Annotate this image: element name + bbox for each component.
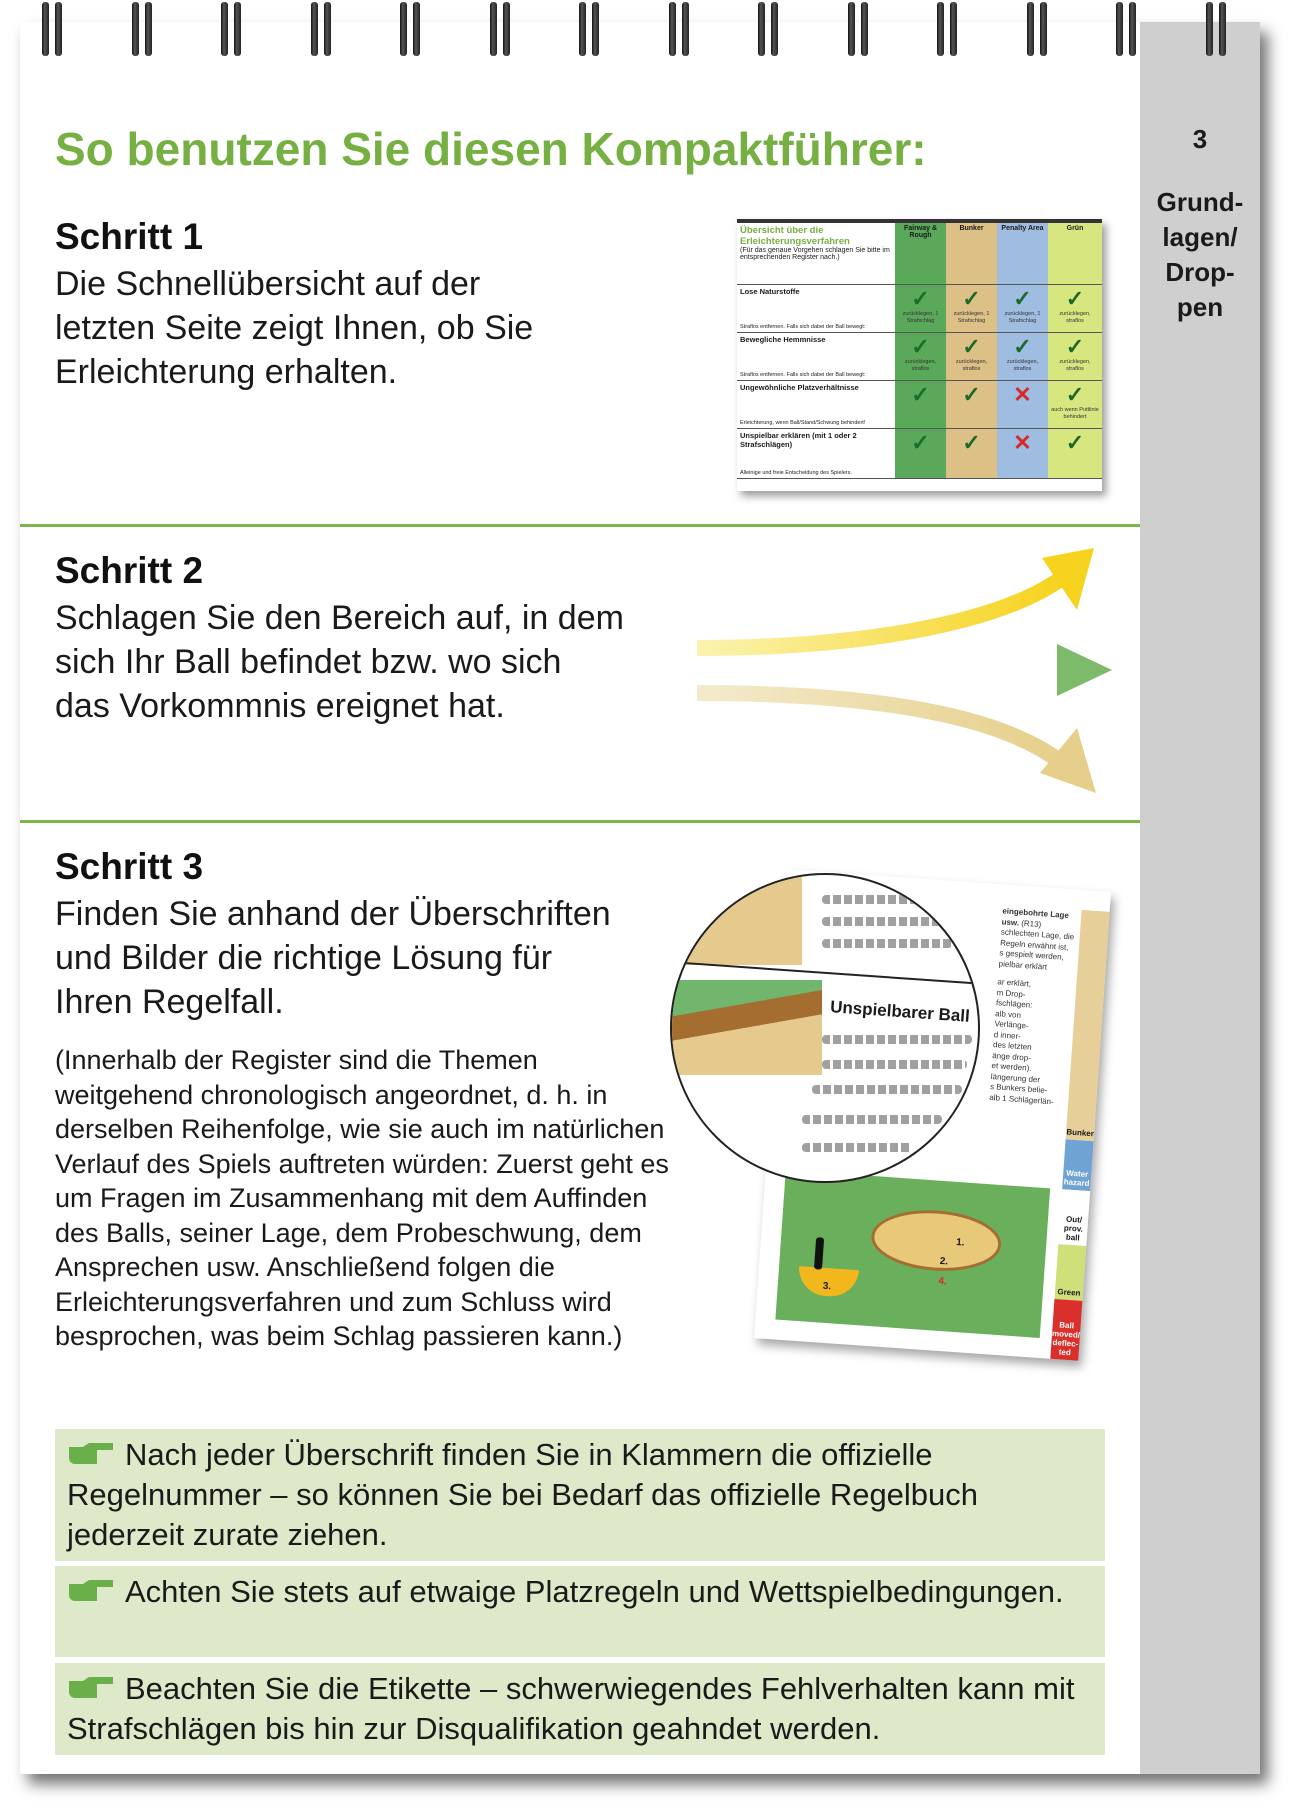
cross-icon: ✕ — [1013, 430, 1032, 455]
check-icon: ✓ — [962, 334, 981, 359]
placeholder-text — [802, 1143, 912, 1152]
spiral-ring — [1206, 2, 1234, 58]
check-icon: ✓ — [1065, 334, 1085, 359]
divider — [20, 524, 1140, 527]
table-title-cell — [737, 223, 895, 285]
table-cell — [997, 333, 1048, 381]
check-icon: ✓ — [1013, 286, 1032, 311]
table-cell — [946, 285, 997, 333]
step-2-heading: Schritt 2 — [55, 550, 204, 591]
magnifier-circle — [670, 873, 980, 1183]
arrow-straight-head — [1057, 644, 1112, 696]
step-3-text — [55, 892, 611, 1024]
page-title: So benutzen Sie diesen Kompaktführer: — [55, 123, 927, 175]
cell-note: zurücklegen, 1 Strafschlag — [902, 311, 939, 324]
table-cell — [997, 285, 1048, 333]
text-line: sich Ihr Ball befindet bzw. wo sich — [55, 643, 562, 681]
placeholder-text — [822, 1035, 972, 1044]
spiral-ring — [311, 2, 339, 58]
cell-note: auch wenn Puttlinie behindert — [1051, 407, 1099, 420]
column-header-label: Penalty Area — [1001, 225, 1044, 232]
fragment: Verlänge- — [994, 1019, 1030, 1031]
sample-heading: Unspielbarer Ball — [829, 997, 971, 1026]
table-cell — [1048, 285, 1102, 333]
text-line: das Vorkommnis ereignet hat. — [55, 687, 505, 725]
row-label: Ungewöhnliche Platzverhältnisse — [740, 383, 859, 392]
note-etiquette — [55, 1663, 1105, 1755]
cell-note: zurücklegen, straflos — [955, 359, 988, 372]
cell-note: zurücklegen, straflos — [1059, 311, 1091, 324]
diagram-label: 2. — [939, 1255, 949, 1268]
diagram-label: 4. — [938, 1275, 948, 1288]
row-caption: Straflos entfernen. Falls sich dabei der Ball bewegt: — [740, 324, 866, 330]
spiral-ring — [669, 2, 697, 58]
spiral-ring — [221, 2, 249, 58]
spiral-ring — [42, 2, 70, 58]
table-cell — [946, 429, 997, 479]
table-cell — [895, 333, 946, 381]
row-caption: Straflos entfernen. Falls sich dabei der Ball bewegt: — [740, 372, 866, 378]
note-text: Achten Sie stets auf etwaige Platzregeln und Wettspielbedingungen. — [125, 1574, 1064, 1609]
row-label: Unspielbar erklären (mit 1 oder 2 Strafschlägen) — [740, 431, 857, 449]
table-row-label — [737, 333, 895, 381]
check-icon: ✓ — [911, 430, 930, 455]
text-line: letzten Seite zeigt Ihnen, ob Sie — [55, 309, 534, 347]
cell-note: zurücklegen, straflos — [1059, 359, 1091, 372]
fragment: d inner- — [993, 1029, 1022, 1041]
column-header — [1048, 223, 1102, 285]
arrow-down — [697, 693, 1062, 763]
row-caption: Alleinige und freie Entscheidung des Spielers. — [740, 470, 852, 476]
spiral-ring — [758, 2, 786, 58]
step-2-text — [55, 596, 624, 728]
check-icon: ✓ — [1065, 430, 1085, 455]
table-cell — [1048, 381, 1102, 429]
bunker-lip-illustration — [672, 980, 822, 1075]
note-text: Nach jeder Überschrift finden Sie in Klammern die offizielle Regelnummer – so können Sie bei Bedarf das offizielle Regelbuch jederzeit zurate ziehen. — [67, 1437, 979, 1552]
text-line: Erleichterung erhalten. — [55, 353, 398, 391]
pointing-hand-icon — [67, 1441, 115, 1467]
placeholder-text — [822, 895, 962, 904]
text-line: Die Schnellübersicht auf der — [55, 265, 481, 303]
fragment: des letzten — [992, 1040, 1032, 1052]
sample-fragments — [989, 906, 1081, 1108]
placeholder-text — [812, 1085, 962, 1094]
row-label: Bewegliche Hemmnisse — [740, 335, 826, 344]
cell-note: zurücklegen, 1 Strafschlag — [1004, 311, 1041, 324]
note-local-rules — [55, 1566, 1105, 1657]
placeholder-text — [822, 917, 962, 926]
row-caption: Erleichterung, wenn Ball/Stand/Schwung behindert! — [740, 420, 866, 426]
cross-icon: ✕ — [1013, 382, 1032, 407]
check-icon: ✓ — [911, 382, 930, 407]
divider — [20, 820, 1140, 823]
spiral-ring — [579, 2, 607, 58]
sample-upper-heading: eingebohrte Lage usw. — [1001, 906, 1070, 928]
spiral-ring — [937, 2, 965, 58]
pointing-hand-icon — [67, 1578, 115, 1604]
fragment: fschlägen: — [995, 998, 1033, 1010]
tab-label-line: lagen/ — [1162, 222, 1238, 252]
column-header-label: Grün — [1066, 225, 1084, 232]
tab-bunker: Bunker — [1066, 910, 1110, 1141]
fragment: et werden). — [991, 1061, 1032, 1073]
diagram-label: 3. — [822, 1280, 832, 1293]
fragment: s Bunkers belie- — [989, 1081, 1048, 1095]
check-icon: ✓ — [962, 430, 981, 455]
fragment: m Drop- — [996, 987, 1026, 999]
fragment: pielbar erklärt — [998, 958, 1048, 972]
spiral-ring — [490, 2, 518, 58]
cell-note: zurücklegen, straflos — [1006, 359, 1039, 372]
diagram-label: 1. — [955, 1236, 965, 1249]
row-label: Lose Naturstoffe — [740, 287, 800, 296]
rule-ref: (R13) — [1021, 918, 1042, 929]
placeholder-text — [822, 939, 952, 948]
check-icon: ✓ — [1065, 382, 1085, 407]
step-3-heading: Schritt 3 — [55, 846, 204, 887]
column-header — [946, 223, 997, 285]
table-cell — [895, 285, 946, 333]
cell-note: zurücklegen, straflos — [904, 359, 937, 372]
note-rule-number — [55, 1429, 1105, 1561]
spiral-ring — [848, 2, 876, 58]
fragment: s gespielt werden, — [999, 948, 1065, 962]
arrow-up — [697, 578, 1062, 648]
table-cell — [946, 381, 997, 429]
note-text: Beachten Sie die Etikette – schwerwiegendes Fehlverhalten kann mit Strafschlägen bis hin zur Disqualifikation geahndet werden. — [67, 1671, 1075, 1746]
bunker-illustration — [672, 875, 802, 965]
golfer-icon — [814, 1237, 824, 1269]
column-header — [997, 223, 1048, 285]
tab-green: Green — [1054, 1244, 1086, 1301]
fragment: schlechten Lage, die — [1000, 927, 1075, 942]
tab-water-hazard: Water hazard — [1062, 1139, 1093, 1191]
spiral-ring — [1027, 2, 1055, 58]
check-icon: ✓ — [962, 286, 981, 311]
fragment: alb von — [994, 1008, 1022, 1020]
check-icon: ✓ — [962, 382, 981, 407]
placeholder-text — [802, 1115, 942, 1124]
table-title: Übersicht über die Erleichterungsverfahren — [740, 225, 850, 247]
table-row-label — [737, 429, 895, 479]
text-line: Ihren Regelfall. — [55, 983, 284, 1021]
tab-label-line: pen — [1176, 292, 1224, 322]
tab-out: Out/ prov. ball — [1058, 1189, 1090, 1246]
table-cell — [997, 381, 1048, 429]
column-header — [895, 223, 946, 285]
placeholder-text — [822, 1060, 967, 1069]
column-header-label: Bunker — [959, 225, 984, 232]
pointing-hand-icon — [67, 1675, 115, 1701]
fragment: längerung der — [990, 1071, 1041, 1084]
table-cell — [997, 429, 1048, 479]
spiral-ring — [400, 2, 428, 58]
tab-label-line: Grund- — [1156, 187, 1244, 217]
table-cell — [895, 381, 946, 429]
overview-table-thumbnail — [737, 219, 1102, 491]
step-3-note: (Innerhalb der Register sind die Themen weitgehend chronologisch angeordnet, d. h. in derselben Reihenfolge, wie sie auch im natürlichen Verlauf des Spiels auftreten würden: Zuerst geht es um Fragen im Zusammenhang mit dem Auffinden des Balls, seiner Lage, dem Probeschwung, dem Ansprechen usw. Anschließend folgen die Erleichterungsverfahren und zum Schluss wird besprochen, was beim Schlag passieren kann.) — [55, 1045, 669, 1351]
table-row-label — [737, 285, 895, 333]
fragment: änge drop- — [992, 1050, 1032, 1063]
table-cell — [895, 429, 946, 479]
spiral-ring — [1116, 2, 1144, 58]
text-line: Finden Sie anhand der Überschriften — [55, 895, 611, 933]
text-line: und Bilder die richtige Lösung für — [55, 939, 553, 977]
bunker-diagram — [775, 1170, 1050, 1338]
page-number: 3 — [1192, 124, 1208, 154]
fragment: ar erklärt, — [997, 977, 1032, 989]
table-cell — [1048, 333, 1102, 381]
text-line: Schlagen Sie den Bereich auf, in dem — [55, 599, 624, 637]
check-icon: ✓ — [911, 286, 930, 311]
fragment: alb 1 Schlägerlän- — [989, 1092, 1055, 1106]
table-row-label — [737, 381, 895, 429]
spiral-binding — [0, 0, 1292, 62]
direction-arrows — [692, 548, 1122, 798]
check-icon: ✓ — [911, 334, 930, 359]
tab-ball-moved: Ball moved/ deflec- ted — [1050, 1299, 1082, 1361]
check-icon: ✓ — [1065, 286, 1085, 311]
cell-note: zurücklegen, 1 Strafschlag — [953, 311, 990, 324]
spiral-ring — [132, 2, 160, 58]
step-1-heading: Schritt 1 — [55, 216, 204, 257]
column-header-label: Fairway & Rough — [903, 225, 938, 239]
table-cell — [946, 333, 997, 381]
fragment: Regeln erwähnt ist, — [999, 937, 1069, 952]
tab-label-line: Drop- — [1165, 257, 1235, 287]
register-tab-label[interactable] — [1140, 185, 1260, 325]
table-cell — [1048, 429, 1102, 479]
step-1-text — [55, 262, 533, 394]
table-subtitle: (Für das genaue Vorgehen schlagen Sie bitte im entsprechenden Register nach.) — [740, 247, 890, 261]
check-icon: ✓ — [1013, 334, 1032, 359]
